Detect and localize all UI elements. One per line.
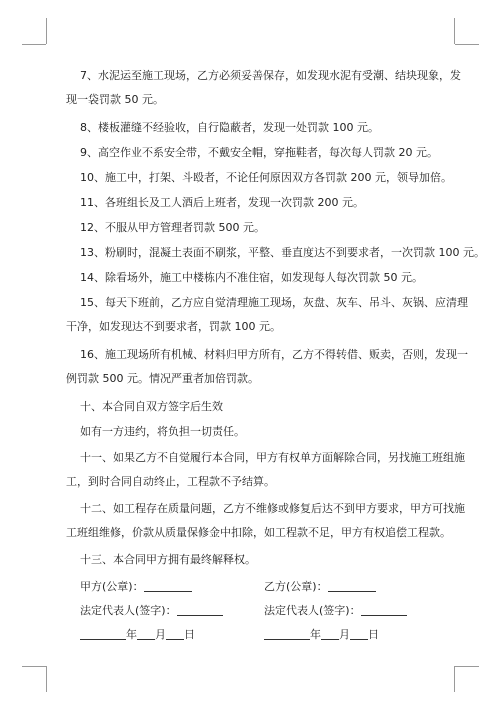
date-b-month-blank[interactable]	[321, 627, 339, 640]
crop-mark-bottom-right-v	[454, 666, 455, 692]
clause-12: 12、不服从甲方管理者罚款 500 元。	[80, 221, 265, 234]
section-13: 十三、本合同甲方拥有最终解释权。	[80, 553, 256, 566]
clause-line: 16、施工现场所有机械、材料归甲方所有，乙方不得转借、贩卖，否则，发现一	[80, 348, 468, 361]
section-12	[66, 497, 465, 545]
clause-line: 工班组维修，价款从质量保修金中扣除，如工程款不足，甲方有权追偿工程款。	[66, 526, 451, 539]
clause-9: 9、高空作业不系安全带，不戴安全帽，穿拖鞋者，每次每人罚款 20 元。	[80, 146, 438, 159]
year-label: 年	[310, 628, 321, 641]
clause-14: 14、除看场外，施工中楼栋内不准住宿，如发现每人每次罚款 50 元。	[80, 271, 423, 284]
clause-line: 干净，如发现达不到要求者，罚款 100 元。	[66, 320, 281, 333]
crop-mark-bottom-left-h	[22, 666, 46, 667]
clause-line: 十二、如工程存在质量问题，乙方不维修或修复后达不到甲方要求，甲方可找施	[80, 502, 465, 515]
rep-b-label: 法定代表人(签字)：	[264, 604, 361, 617]
crop-mark-top-left-v	[46, 18, 47, 44]
clause-line: 十一、如果乙方不自觉履行本合同，甲方有权单方面解除合同，另找施工班组施	[80, 451, 465, 464]
date-a-month-blank[interactable]	[137, 627, 155, 640]
clause-7	[66, 64, 461, 112]
date-a-year-blank[interactable]	[80, 627, 126, 640]
party-b-label: 乙方(公章)：	[264, 580, 328, 593]
day-label: 日	[184, 628, 195, 641]
clause-8: 8、楼板灌缝不经验收，自行隐蔽者，发现一处罚款 100 元。	[80, 121, 379, 134]
date-a-day-blank[interactable]	[166, 627, 184, 640]
party-b-seal-blank[interactable]	[328, 579, 376, 592]
clause-line: 现一袋罚款 50 元。	[66, 93, 164, 106]
party-b-seal	[264, 577, 376, 597]
clause-11: 11、各班组长及工人酒后上班者，发现一次罚款 200 元。	[80, 196, 364, 209]
party-a-label: 甲方(公章)：	[80, 580, 144, 593]
rep-a-signature-blank[interactable]	[177, 603, 223, 616]
date-b	[264, 625, 379, 645]
rep-b-signature	[264, 601, 407, 621]
clause-line: 7、水泥运至施工现场，乙方必须妥善保存，如发现水泥有受潮、结块现象，发	[80, 69, 461, 82]
clause-16	[66, 343, 468, 391]
date-b-year-blank[interactable]	[264, 627, 310, 640]
date-a	[80, 625, 195, 645]
month-label: 月	[339, 628, 350, 641]
clause-line: 工，到时合同自动终止，工程款不予结算。	[66, 475, 275, 488]
clause-15	[66, 291, 468, 339]
party-a-seal-blank[interactable]	[144, 579, 192, 592]
rep-a-signature	[80, 601, 223, 621]
crop-mark-bottom-left-v	[46, 666, 47, 692]
breach-statement: 如有一方违约，将负担一切责任。	[80, 425, 245, 438]
crop-mark-top-left-h	[22, 44, 46, 45]
rep-a-label: 法定代表人(签字)：	[80, 604, 177, 617]
crop-mark-bottom-right-h	[455, 666, 479, 667]
year-label: 年	[126, 628, 137, 641]
date-b-day-blank[interactable]	[350, 627, 368, 640]
clause-line: 例罚款 500 元。情况严重者加倍罚款。	[66, 372, 259, 385]
clause-10: 10、施工中，打架、斗殴者，不论任何原因双方各罚款 200 元，领导加倍。	[80, 171, 452, 184]
section-11	[66, 446, 465, 494]
clause-13: 13、粉刷时，混凝土表面不刷浆，平整、垂直度达不到要求者，一次罚款 100 元。	[80, 246, 485, 259]
clause-line: 15、每天下班前，乙方应自觉清理施工现场，灰盘、灰车、吊斗、灰锅、应清理	[80, 296, 468, 309]
rep-b-signature-blank[interactable]	[361, 603, 407, 616]
crop-mark-top-right-v	[454, 18, 455, 44]
month-label: 月	[155, 628, 166, 641]
party-a-seal	[80, 577, 192, 597]
day-label: 日	[368, 628, 379, 641]
section-10-heading: 十、本合同自双方签字后生效	[80, 400, 223, 413]
crop-mark-top-right-h	[455, 44, 479, 45]
